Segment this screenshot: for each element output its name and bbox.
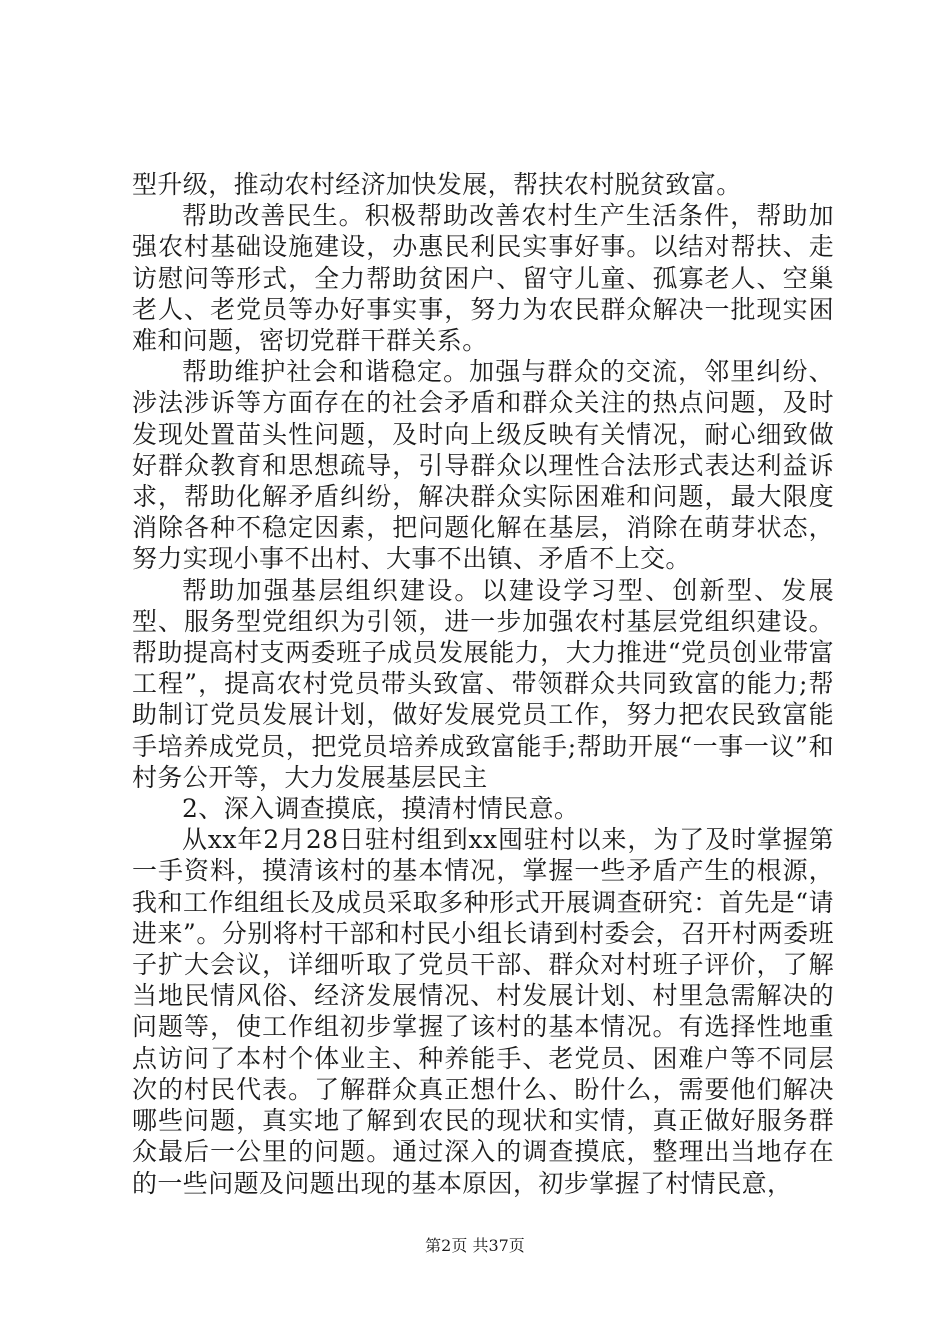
page-number: 第2页 共37页 <box>425 1236 525 1255</box>
paragraph: 帮助改善民生。积极帮助改善农村生产生活条件，帮助加强农村基础设施建设，办惠民利民实事好事。以结对帮扶、走访慰问等形式，全力帮助贫困户、留守儿童、孤寡老人、空巢老人、老党员等办好事实事，努力为农民群众解决一批现实困难和问题，密切党群干群关系。 <box>132 201 834 356</box>
document-body <box>132 169 834 1199</box>
paragraph: 帮助维护社会和谐稳定。加强与群众的交流，邻里纠纷、涉法涉诉等方面存在的社会矛盾和群众关注的热点问题，及时发现处置苗头性问题，及时向上级反映有关情况，耐心细致做好群众教育和思想疏导，引导群众以理性合法形式表达利益诉求，帮助化解矛盾纠纷，解决群众实际困难和问题，最大限度消除各种不稳定因素，把问题化解在基层，消除在萌芽状态，努力实现小事不出村、大事不出镇、矛盾不上交。 <box>132 357 834 574</box>
paragraph: 2、深入调查摸底，摸清村情民意。 <box>182 794 580 824</box>
page-footer <box>0 1233 950 1256</box>
paragraph: 型升级，推动农村经济加快发展，帮扶农村脱贫致富。 <box>132 170 742 199</box>
paragraph: 从xx年2月28日驻村组到xx囤驻村以来，为了及时掌握第一手资料，摸清该村的基本情况，掌握一些矛盾产生的根源，我和工作组组长及成员采取多种形式开展调查研究：首先是“请进来”。分别将村干部和村民小组长请到村委会，召开村两委班子扩大会议，详细听取了党员干部、群众对村班子评价，了解当地民情风俗、经济发展情况、村发展计划、村里急需解决的问题等，使工作组初步掌握了该村的基本情况。有选择性地重点访问了本村个体业主、种养能手、老党员、困难户等不同层次的村民代表。了解群众真正想什么、盼什么，需要他们解决哪些问题，真实地了解到农民的现状和实情，真正做好服务群众最后一公里的问题。通过深入的调查摸底，整理出当地存在的一些问题及问题出现的基本原因，初步掌握了村情民意， <box>132 825 834 1198</box>
paragraph: 帮助加强基层组织建设。以建设学习型、创新型、发展型、服务型党组织为引领，进一步加强农村基层党组织建设。帮助提高村支两委班子成员发展能力，大力推进“党员创业带富工程”，提高农村党员带头致富、带领群众共同致富的能力;帮助制订党员发展计划，做好发展党员工作，努力把农民致富能手培养成党员，把党员培养成致富能手;帮助开展“一事一议”和村务公开等，大力发展基层民主 <box>132 575 834 792</box>
